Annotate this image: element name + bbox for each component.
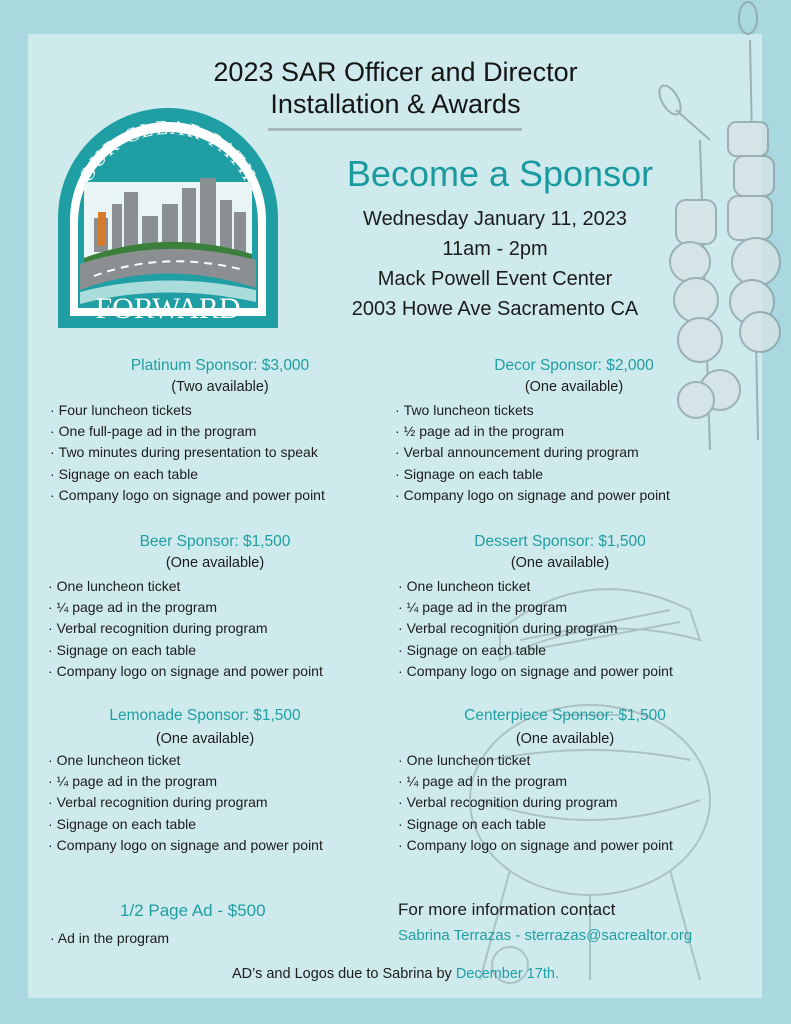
centerpiece-availability: (One available) [515,731,615,747]
list-item: · Company logo on signage and power point [398,661,673,682]
page-title-line-1: 2023 SAR Officer and Director [213,57,578,87]
dessert-benefits-list [398,576,673,682]
list-item: · Signage on each table [50,464,325,485]
list-item: · Verbal recognition during program [398,618,673,639]
list-item: · Signage on each table [48,640,323,661]
lemonade-benefits-list [48,750,323,856]
list-item: · ¼ page ad in the program [48,771,323,792]
our-clear-path-forward-logo [54,108,282,330]
list-item: · ¼ page ad in the program [398,597,673,618]
list-item: · Company logo on signage and power point [48,661,323,682]
platinum-sponsor-title: Platinum Sponsor: $3,000 [130,357,310,374]
list-item: · Four luncheon tickets [50,400,325,421]
list-item: · ¼ page ad in the program [48,597,323,618]
list-item: · Signage on each table [398,640,673,661]
list-item: · Signage on each table [48,814,323,835]
list-item: · ¼ page ad in the program [398,771,673,792]
list-item: · Two luncheon tickets [395,400,670,421]
list-item: · ½ page ad in the program [395,421,670,442]
list-item: · Company logo on signage and power point [398,835,673,856]
list-item: · Company logo on signage and power point [395,485,670,506]
list-item: · Verbal recognition during program [48,618,323,639]
logo-top-text: OUR CLEAR PATH [75,116,261,186]
list-item: · One luncheon ticket [398,576,673,597]
decor-benefits-list [395,400,670,506]
dessert-sponsor-title: Dessert Sponsor: $1,500 [474,533,646,550]
list-item: · One luncheon ticket [48,750,323,771]
beer-sponsor-title: Beer Sponsor: $1,500 [139,533,291,550]
list-item: · Signage on each table [395,464,670,485]
event-time: 11am - 2pm [442,238,548,260]
headline: Become a Sponsor [346,153,654,194]
title-divider [268,128,522,131]
footer-note [0,964,791,984]
half-page-ad-item: · Ad in the program [50,930,170,946]
platinum-availability: (Two available) [171,379,269,395]
footer-text: AD’s and Logos due to Sabrina by [231,966,456,982]
half-page-ad-item-text: Ad in the program [57,930,170,946]
contact-label: For more information contact [398,900,616,919]
event-venue: Mack Powell Event Center [377,268,613,290]
event-address: 2003 Howe Ave Sacramento CA [351,298,639,320]
list-item: · One luncheon ticket [48,576,323,597]
list-item: · Company logo on signage and power point [50,485,325,506]
beer-availability: (One available) [165,555,265,571]
event-date: Wednesday January 11, 2023 [363,208,627,230]
list-item: · Verbal recognition during program [48,792,323,813]
list-item: · Verbal announcement during program [395,442,670,463]
lemonade-sponsor-title: Lemonade Sponsor: $1,500 [109,707,301,724]
beer-benefits-list [48,576,323,682]
page-title-line-2: Installation & Awards [270,89,521,119]
contact-email-link[interactable]: Sabrina Terrazas - sterrazas@sacrealtor.org [398,927,693,944]
list-item: · One full-page ad in the program [50,421,325,442]
list-item: · Two minutes during presentation to speak [50,442,325,463]
platinum-benefits-list [50,400,325,506]
dessert-availability: (One available) [510,555,610,571]
centerpiece-benefits-list [398,750,673,856]
list-item: · Company logo on signage and power point [48,835,323,856]
centerpiece-sponsor-title: Centerpiece Sponsor: $1,500 [464,707,666,724]
list-item: · One luncheon ticket [398,750,673,771]
lemonade-availability: (One available) [155,731,255,747]
footer-deadline: December 17th. [455,966,559,982]
decor-sponsor-title: Decor Sponsor: $2,000 [494,357,654,374]
half-page-ad-title: 1/2 Page Ad - $500 [120,901,266,920]
logo-bottom-text: FORWARD [95,292,241,325]
decor-availability: (One available) [524,379,624,395]
list-item: · Verbal recognition during program [398,792,673,813]
list-item: · Signage on each table [398,814,673,835]
